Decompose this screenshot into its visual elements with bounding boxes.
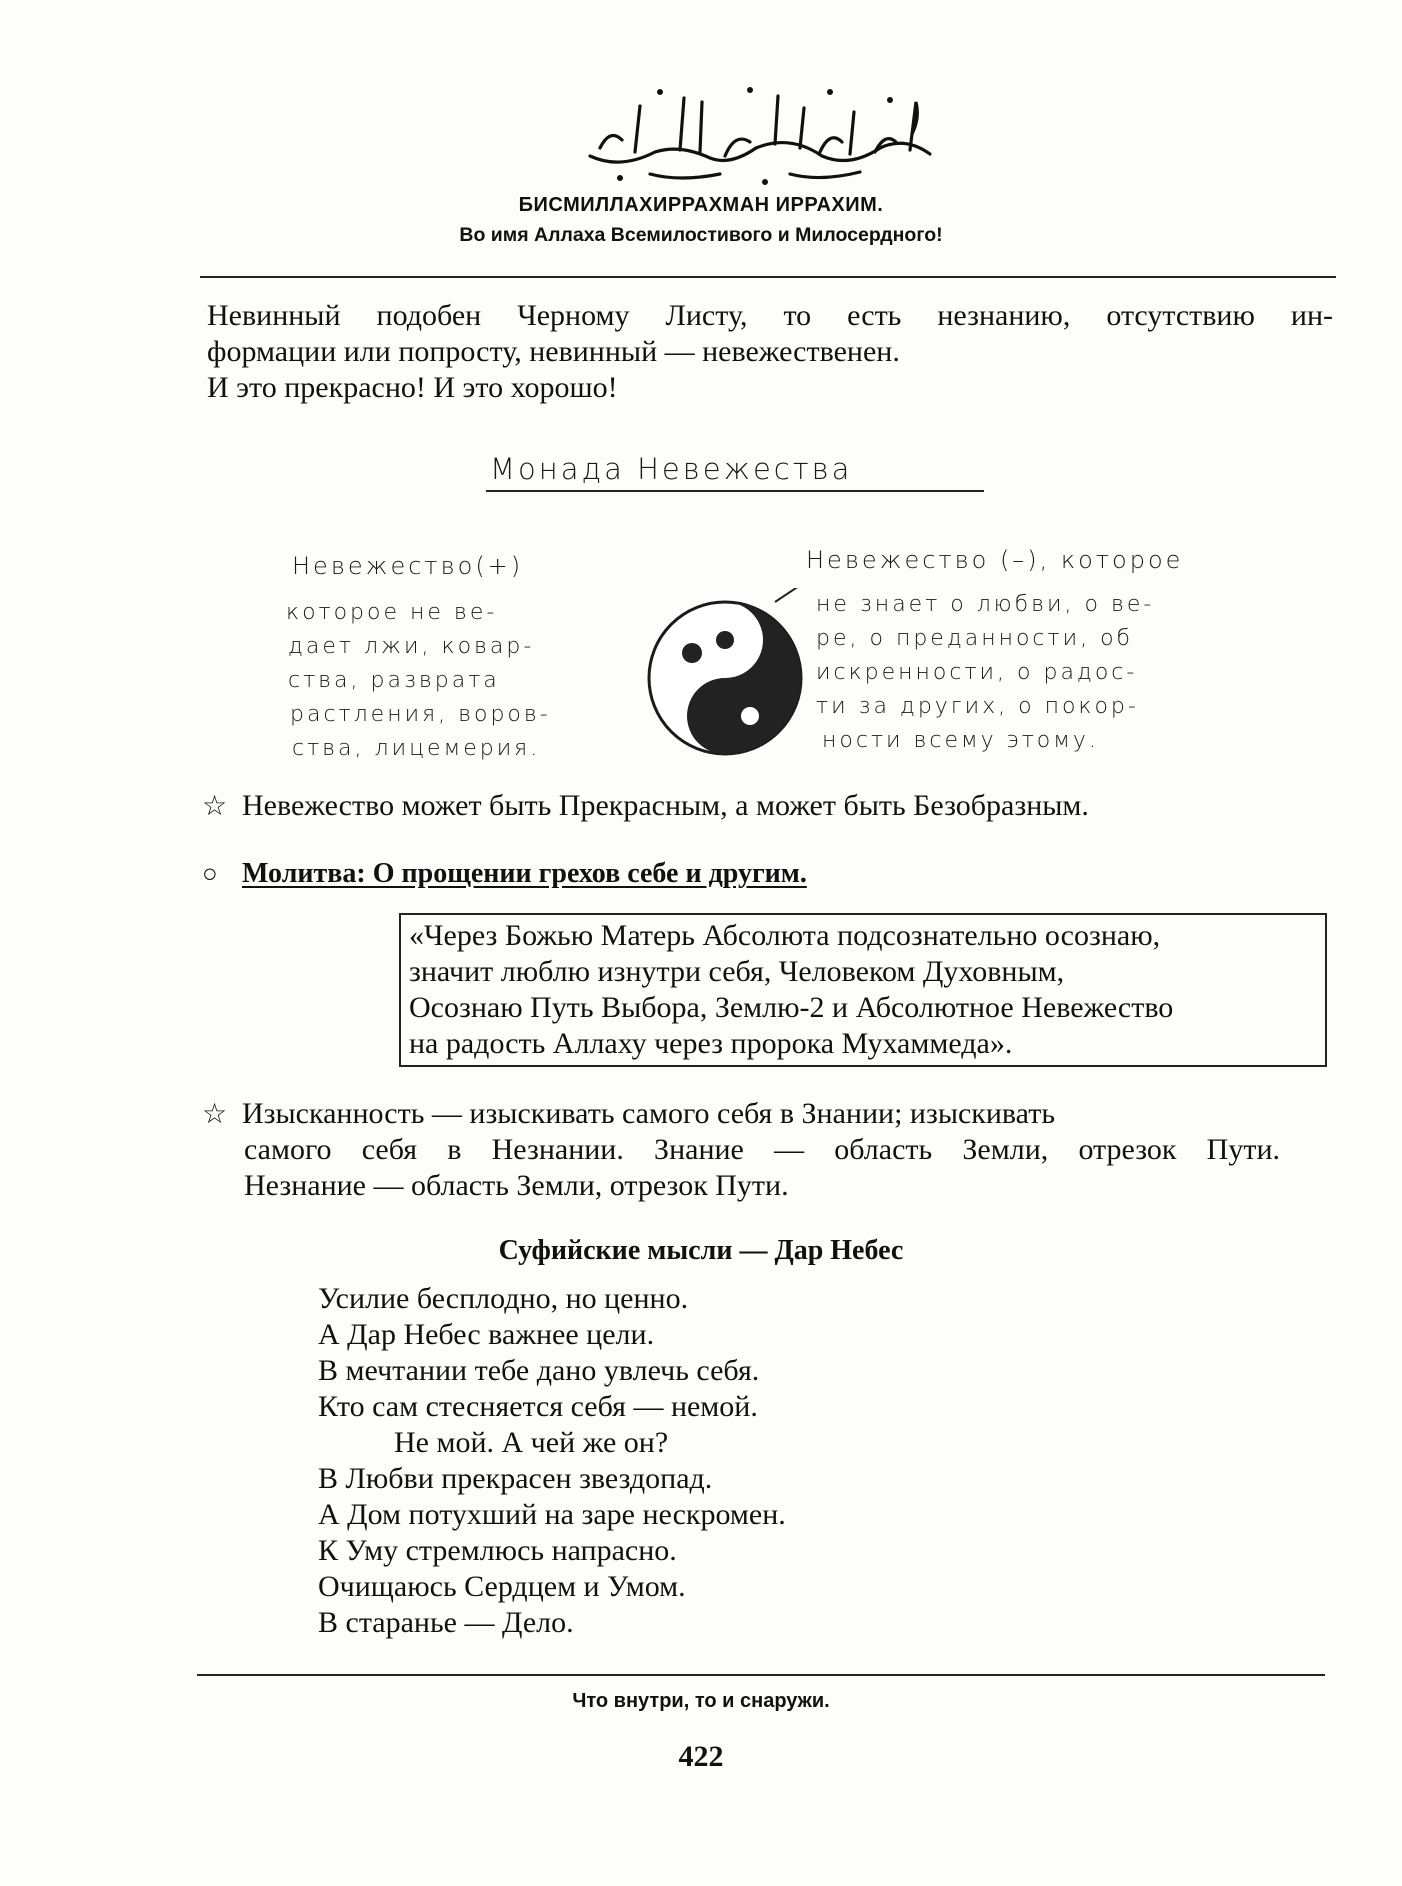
diagram-right-line: ности всему этому.: [822, 728, 1099, 753]
header-divider: [200, 276, 1336, 278]
poem-line: Усилие бесплодно, но ценно.: [318, 1282, 689, 1315]
star-icon: ☆: [202, 1099, 228, 1130]
intro-line-2: формации или попросту, невинный — невежественен.: [207, 335, 900, 368]
diagram-left-line: которое не ве-: [286, 600, 498, 625]
diagram-left-line: ства, разврата: [288, 668, 500, 693]
poem-line: В мечтании тебе дано увлечь себя.: [318, 1354, 760, 1387]
diagram-right-line: ти за других, о покор-: [816, 694, 1139, 719]
bullet-1: [202, 788, 1089, 825]
diagram-title-underline: [486, 490, 984, 492]
footer-divider: [197, 1674, 1325, 1676]
prayer-line: значит люблю изнутри себя, Человеком Духовным,: [409, 955, 1065, 988]
diagram-right-line: ре, о преданности, об: [816, 626, 1133, 651]
page-number: 422: [678, 1740, 724, 1773]
diagram-title: Монада Невежества: [490, 452, 853, 486]
prayer-box: [399, 913, 1327, 1067]
bullet-2-line-3: Незнание — область Земли, отрезок Пути.: [244, 1169, 789, 1202]
footer-quote: Что внутри, то и снаружи.: [572, 1690, 830, 1712]
poem-line: Кто сам стесняется себя — немой.: [318, 1390, 758, 1423]
bismillah-calligraphy: [560, 78, 960, 188]
prayer-line: Осознаю Путь Выбора, Землю-2 и Абсолютное Невежество: [409, 991, 1174, 1024]
prayer-line: «Через Божью Матерь Абсолюта подсознательно осознаю,: [409, 919, 1161, 952]
poem-line: В старанье — Дело.: [318, 1606, 574, 1639]
poem-line: К Уму стремлюсь напрасно.: [318, 1534, 677, 1567]
poem-line: В Любви прекрасен звездопад.: [318, 1462, 713, 1495]
header-subtitle: Во имя Аллаха Всемилостивого и Милосердного!: [459, 224, 943, 246]
diagram-left-line: растления, воров-: [290, 702, 551, 727]
poem-line: А Дар Небес важнее цели.: [318, 1318, 655, 1351]
sufi-title: Суфийские мысли — Дар Небес: [498, 1235, 904, 1266]
star-icon: ☆: [202, 791, 228, 822]
bullet-1-text: Невежество может быть Прекрасным, а может быть Безобразным.: [242, 789, 1089, 822]
poem-line: Не мой. А чей же он?: [394, 1426, 669, 1459]
intro-line-3: И это прекрасно! И это хорошо!: [207, 371, 618, 404]
diagram-right-line: искренности, о радос-: [816, 660, 1138, 685]
prayer-line: на радость Аллаху через пророка Мухаммеда».: [409, 1027, 1013, 1060]
diagram-left-label: Невежество(+): [292, 552, 524, 580]
header-title: БИСМИЛЛАХИРРАХМАН ИРРАХИМ.: [518, 194, 884, 216]
poem-line: А Дом потухший на заре нескромен.: [318, 1498, 786, 1531]
diagram-right-label: Невежество (–), которое: [806, 546, 1184, 574]
circle-bullet-icon: ○: [202, 859, 218, 888]
diagram-right-line: не знает о любви, о ве-: [816, 592, 1155, 617]
bullet-2-line-2: самого себя в Незнании. Знание — область Земли, отрезок Пути.: [244, 1133, 1280, 1166]
bullet-2: [202, 1096, 1055, 1133]
prayer-heading: [202, 858, 807, 890]
diagram-left-line: дает лжи, ковар-: [288, 634, 535, 659]
prayer-title: Молитва: О прощении грехов себе и другим.: [242, 858, 807, 889]
diagram-left-line: ства, лицемерия.: [292, 736, 541, 761]
intro-line-1: Невинный подобен Черному Листу, то есть незнанию, отсутствию ин-: [207, 299, 1333, 332]
yin-yang-icon: [640, 588, 810, 758]
poem-line: Очищаюсь Сердцем и Умом.: [318, 1570, 686, 1603]
bullet-2-line-1: Изысканность — изыскивать самого себя в Знании; изыскивать: [242, 1097, 1056, 1130]
